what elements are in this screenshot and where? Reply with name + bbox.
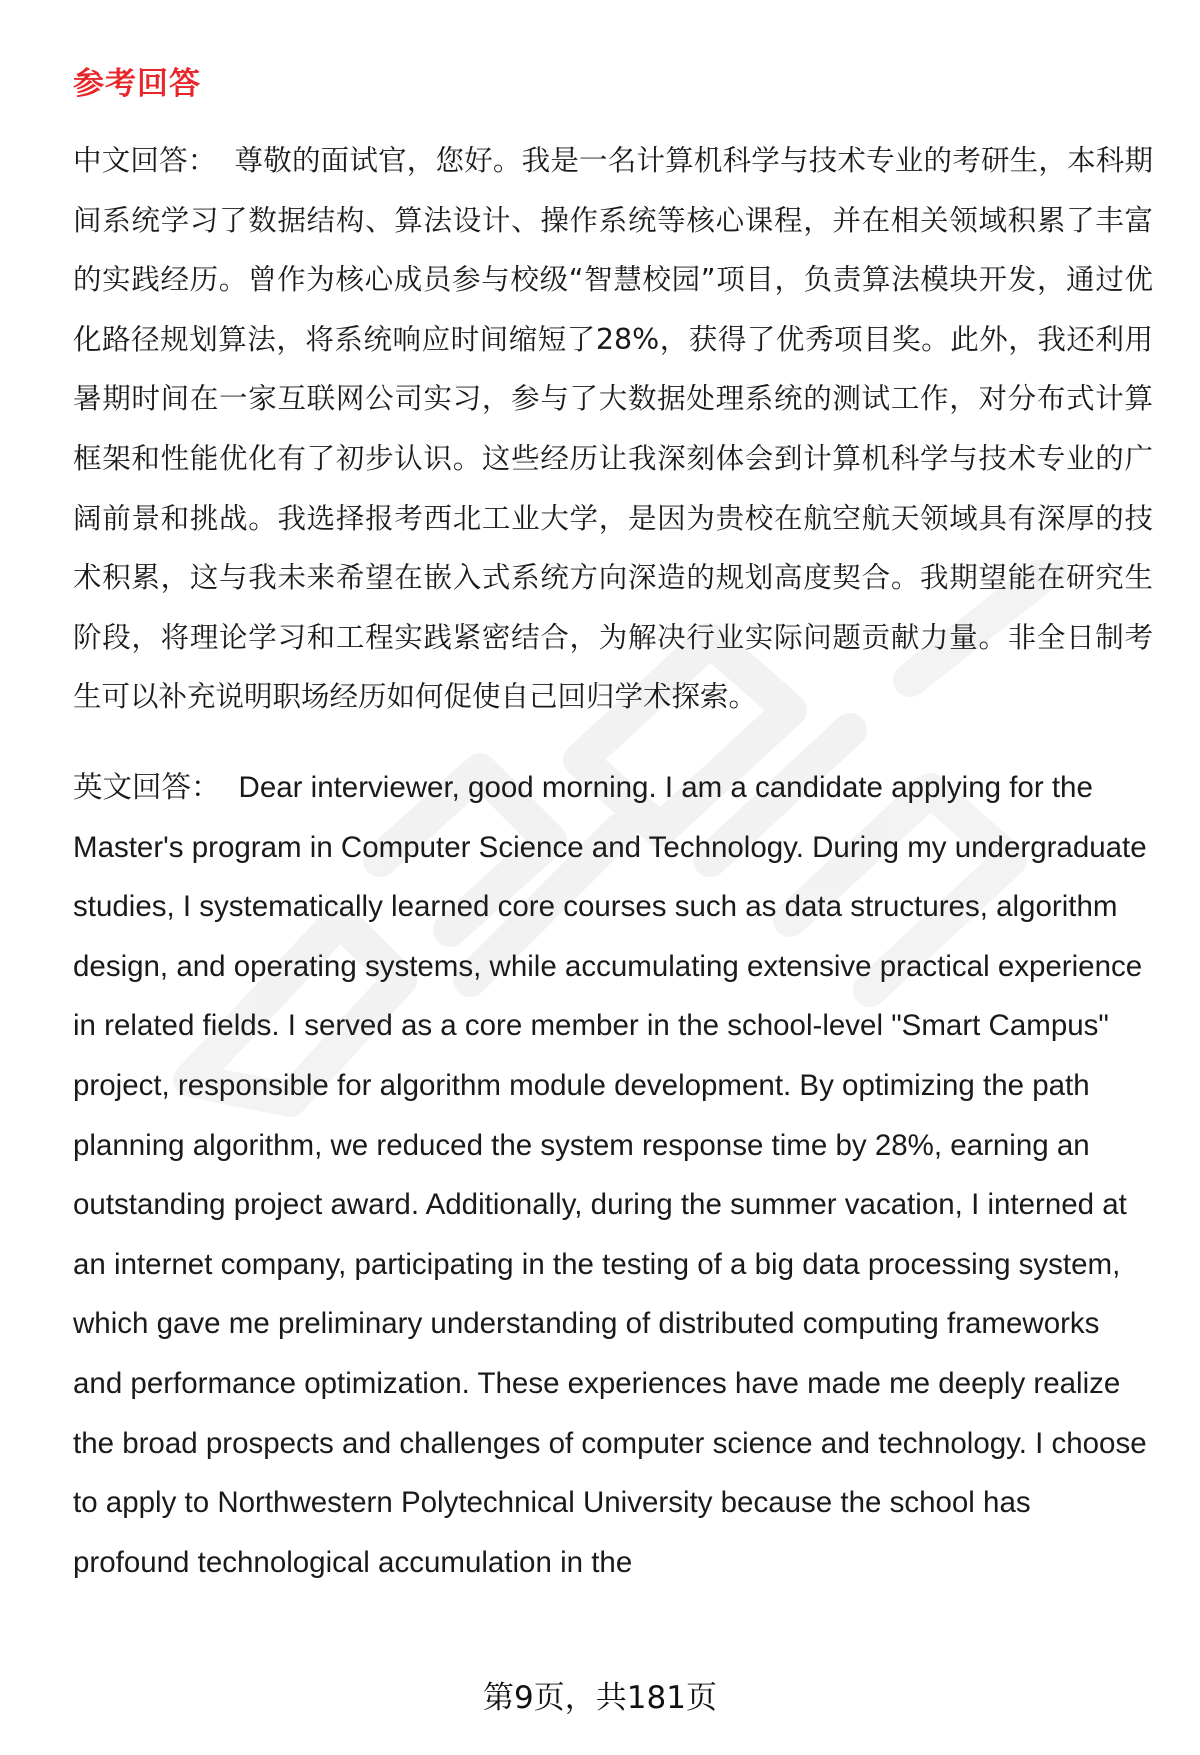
chinese-answer-text: 尊敬的面试官，您好。我是一名计算机科学与技术专业的考研生，本科期间系统学习了数据结构、算法设计、操作系统等核心课程，并在相关领域积累了丰富的实践经历。曾作为核心成员参与校级“智慧校园”项目，负责算法模块开发，通过优化路径规划算法，将系统响应时间缩短了28%，获得了优秀项目奖。此外，我还利用暑期时间在一家互联网公司实习，参与了大数据处理系统的测试工作，对分布式计算框架和性能优化有了初步认识。这些经历让我深刻体会到计算机科学与技术专业的广阔前景和挑战。我选择报考西北工业大学，是因为贵校在航空航天领域具有深厚的技术积累，这与我未来希望在嵌入式系统方向深造的规划高度契合。我期望能在研究生阶段，将理论学习和工程实践紧密结合，为解决行业实际问题贡献力量。非全日制考生可以补充说明职场经历如何促使自己回归学术探索。 [73, 144, 1153, 714]
chinese-answer-label: 中文回答： [73, 144, 217, 177]
english-answer-paragraph [73, 758, 1153, 1592]
english-answer-label: 英文回答： [73, 770, 221, 804]
english-answer-text: Dear interviewer, good morning. I am a candidate applying for the Master's program in Computer Science and Technology. During my undergraduate studies, I systematically learned core courses such as data structures, algorithm design, and operating systems, while accumulating extensive practical experience in related fields. I served as a core member in the school-level "Smart Campus" project, responsible for algorithm module development. By optimizing the path planning algorithm, we reduced the system response time by 28%, earning an outstanding project award. Additionally, during the summer vacation, I interned at an internet company, participating in the testing of a big data processing system, which gave me preliminary understanding of distributed computing frameworks and performance optimization. These experiences have made me deeply realize the broad prospects and challenges of computer science and technology. I choose to apply to Northwestern Polytechnical University because the school has profound technological accumulation in the [73, 771, 1147, 1579]
section-title: 参考回答 [73, 66, 201, 102]
chinese-answer-paragraph [73, 131, 1153, 727]
page-number: 第9页，共181页 [483, 1680, 717, 1716]
